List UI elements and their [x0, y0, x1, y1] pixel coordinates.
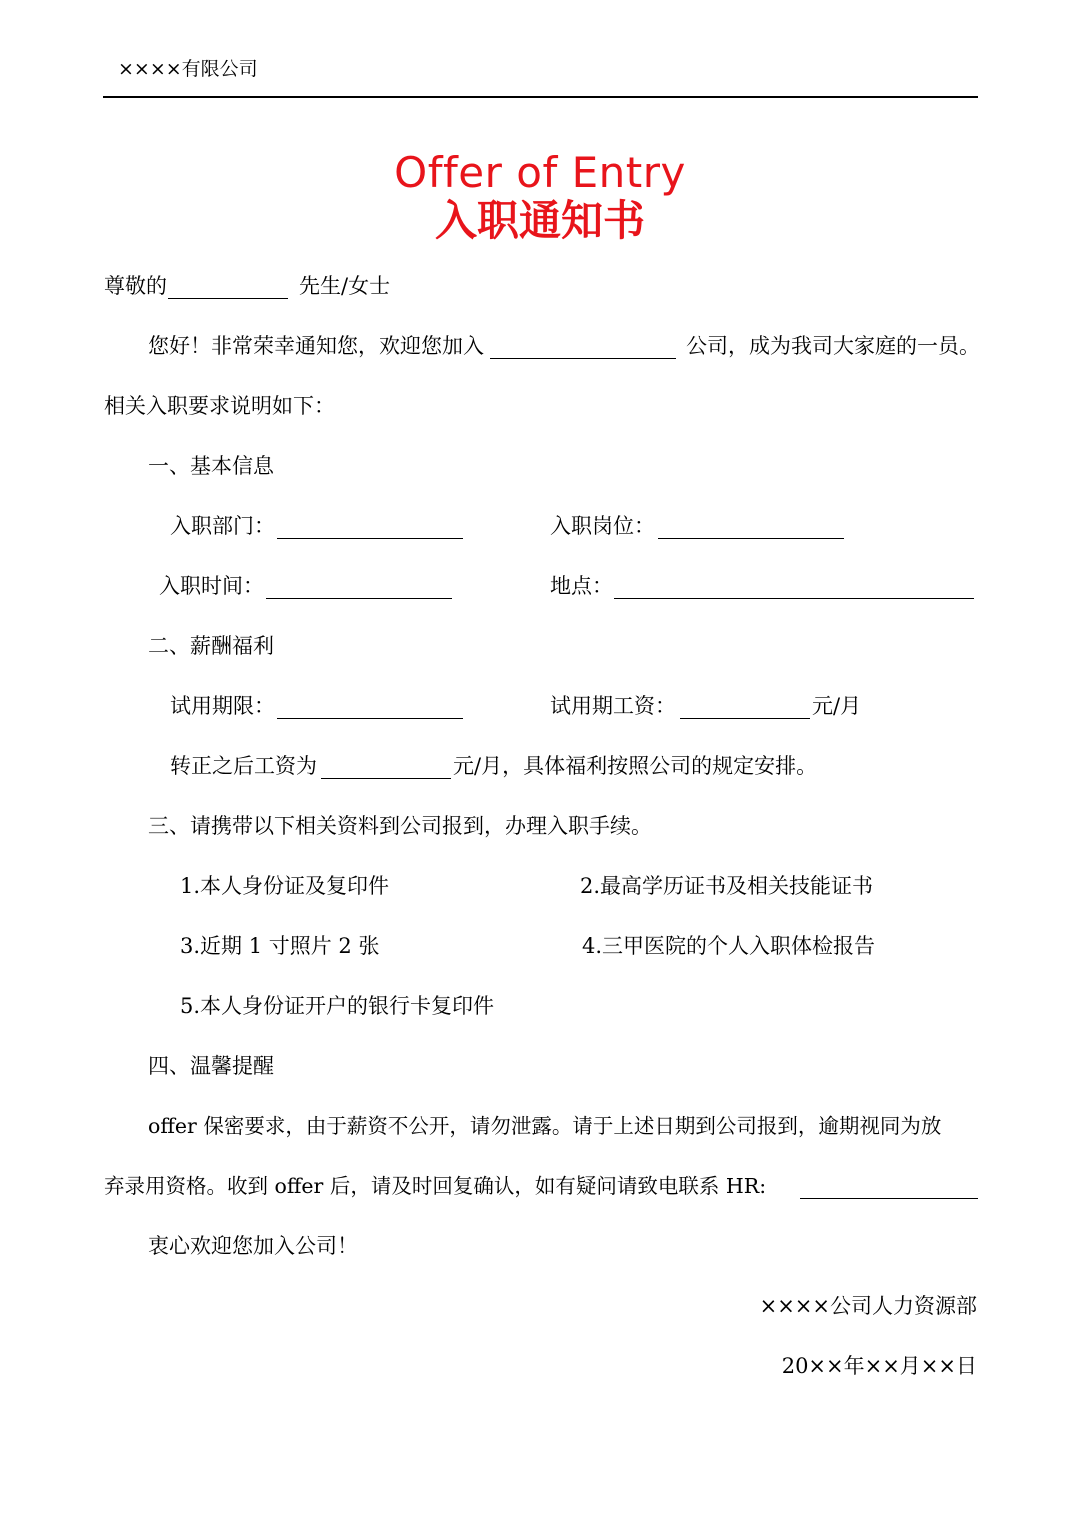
regular-salary-suffix: 元/月，具体福利按照公司的规定安排。: [453, 754, 818, 778]
title-english: Offer of Entry: [394, 148, 686, 197]
title-chinese: 入职通知书: [434, 196, 645, 245]
regular-salary-blank[interactable]: [321, 778, 451, 779]
list-item: 4.三甲医院的个人入职体检报告: [582, 934, 876, 958]
intro-line2: 相关入职要求说明如下：: [104, 394, 335, 418]
time-label: 入职时间：: [159, 574, 264, 598]
probation-blank[interactable]: [277, 718, 463, 719]
regular-salary-prefix: 转正之后工资为: [170, 754, 317, 778]
probation-label: 试用期限：: [170, 694, 275, 718]
header-divider: [103, 96, 978, 98]
signature-date: 20××年××月××日: [781, 1354, 977, 1378]
greeting-suffix: 先生/女士: [299, 274, 391, 298]
company-header: ××××有限公司: [118, 58, 258, 80]
list-item: 5.本人身份证开户的银行卡复印件: [180, 994, 495, 1018]
closing-line: 衷心欢迎您加入公司！: [148, 1234, 358, 1258]
intro-line1-suffix: 公司，成为我司大家庭的一员。: [686, 334, 980, 358]
reminder-line2: 弃录用资格。收到 offer 后，请及时回复确认，如有疑问请致电联系 HR:: [104, 1174, 767, 1198]
section2-heading: 二、薪酬福利: [148, 634, 274, 658]
section1-heading: 一、基本信息: [148, 454, 274, 478]
signature-department: ××××公司人力资源部: [759, 1294, 977, 1318]
list-item: 3.近期 1 寸照片 2 张: [180, 934, 380, 958]
location-label: 地点：: [550, 574, 613, 598]
section3-heading: 三、请携带以下相关资料到公司报到，办理入职手续。: [148, 814, 652, 838]
dept-blank[interactable]: [277, 538, 463, 539]
location-blank[interactable]: [614, 598, 974, 599]
dept-label: 入职部门：: [170, 514, 275, 538]
position-label: 入职岗位：: [550, 514, 655, 538]
company-blank[interactable]: [490, 358, 676, 359]
name-blank[interactable]: [168, 298, 288, 299]
list-item: 1.本人身份证及复印件: [180, 874, 390, 898]
probation-salary-blank[interactable]: [680, 718, 810, 719]
reminder-line1: offer 保密要求，由于薪资不公开，请勿泄露。请于上述日期到公司报到，逾期视同为放: [148, 1114, 942, 1138]
probation-salary-label: 试用期工资：: [550, 694, 676, 718]
intro-line1-prefix: 您好！非常荣幸通知您，欢迎您加入: [148, 334, 484, 358]
hr-contact-blank[interactable]: [800, 1198, 978, 1199]
position-blank[interactable]: [658, 538, 844, 539]
time-blank[interactable]: [266, 598, 452, 599]
probation-salary-unit: 元/月: [812, 694, 862, 718]
greeting-prefix: 尊敬的: [104, 274, 167, 298]
list-item: 2.最高学历证书及相关技能证书: [580, 874, 874, 898]
section4-heading: 四、温馨提醒: [148, 1054, 274, 1078]
